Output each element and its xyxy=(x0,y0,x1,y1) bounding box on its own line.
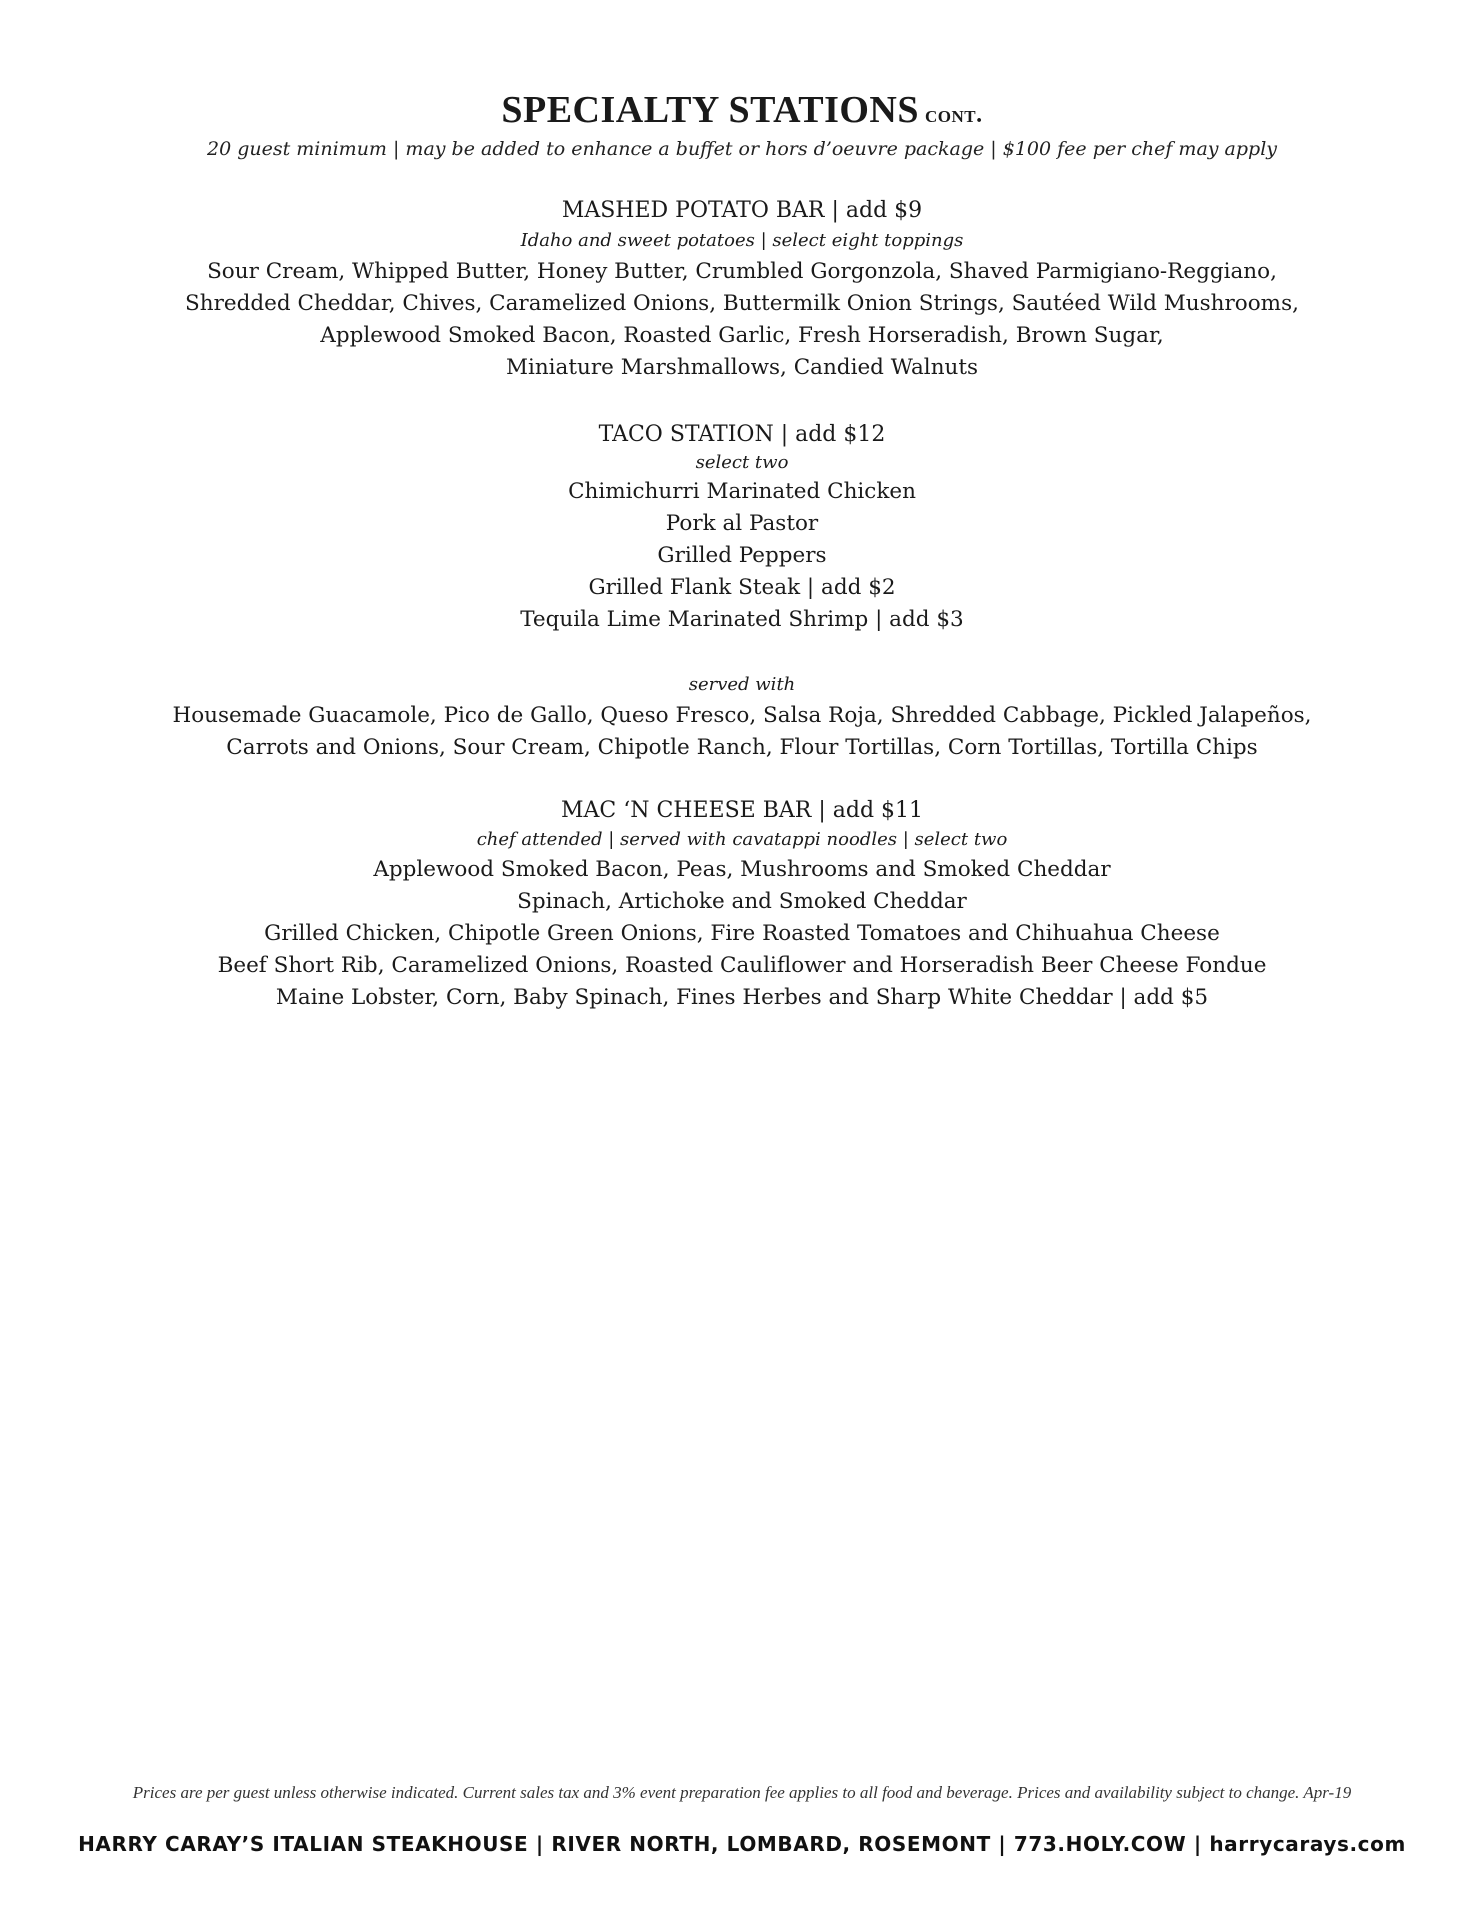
menu-line: Grilled Peppers xyxy=(657,543,827,568)
section-note: select two xyxy=(695,452,789,473)
mac-n-cheese-bar-section xyxy=(0,796,1484,1014)
menu-line: Applewood Smoked Bacon, Roasted Garlic, Fresh Horseradish, Brown Sugar, xyxy=(320,323,1164,348)
taco-served-with-section xyxy=(0,670,1484,764)
section-note: chef attended | served with cavatappi noodles | select two xyxy=(476,829,1008,850)
menu-line: Housemade Guacamole, Pico de Gallo, Queso Fresco, Salsa Roja, Shredded Cabbage, Pickled Jalapeños, xyxy=(172,703,1312,728)
page-title-text: SPECIALTY STATIONS xyxy=(501,89,920,131)
menu-line: Chimichurri Marinated Chicken xyxy=(568,479,916,504)
menu-line: Carrots and Onions, Sour Cream, Chipotle Ranch, Flour Tortillas, Corn Tortillas, Tortilla Chips xyxy=(226,735,1258,760)
menu-line: Applewood Smoked Bacon, Peas, Mushrooms and Smoked Cheddar xyxy=(373,857,1111,882)
menu-line: Shredded Cheddar, Chives, Caramelized Onions, Buttermilk Onion Strings, Sautéed Wild Mushrooms, xyxy=(185,291,1299,316)
page-title-suffix: cont. xyxy=(925,102,983,128)
section-note: Idaho and sweet potatoes | select eight toppings xyxy=(520,230,964,251)
menu-line: Pork al Pastor xyxy=(665,511,819,536)
menu-line: Grilled Chicken, Chipotle Green Onions, Fire Roasted Tomatoes and Chihuahua Cheese xyxy=(264,921,1220,946)
menu-line: Maine Lobster, Corn, Baby Spinach, Fines Herbes and Sharp White Cheddar | add $5 xyxy=(275,985,1209,1010)
menu-line: Miniature Marshmallows, Candied Walnuts xyxy=(505,355,979,380)
mashed-potato-bar-section xyxy=(0,196,1484,384)
section-heading: TACO STATION | add $12 xyxy=(598,422,886,447)
section-heading: MAC ‘N CHEESE BAR | add $11 xyxy=(560,798,924,823)
menu-line: Spinach, Artichoke and Smoked Cheddar xyxy=(517,889,967,914)
menu-line: Grilled Flank Steak | add $2 xyxy=(588,575,896,600)
page-title xyxy=(0,88,1484,132)
menu-line: Sour Cream, Whipped Butter, Honey Butter, Crumbled Gorgonzola, Shaved Parmigiano-Reggiano, xyxy=(207,259,1277,284)
restaurant-footer: HARRY CARAY’S ITALIAN STEAKHOUSE | RIVER NORTH, LOMBARD, ROSEMONT | 773.HOLY.COW | harrycarays.com xyxy=(78,1832,1406,1856)
section-note: served with xyxy=(688,674,796,695)
menu-line: Tequila Lime Marinated Shrimp | add $3 xyxy=(520,607,964,632)
menu-line: Beef Short Rib, Caramelized Onions, Roasted Cauliflower and Horseradish Beer Cheese Fondue xyxy=(217,953,1267,978)
section-heading: MASHED POTATO BAR | add $9 xyxy=(561,198,923,223)
taco-station-section xyxy=(0,420,1484,636)
pricing-disclaimer: Prices are per guest unless otherwise indicated. Current sales tax and 3% event preparation fee applies to all food and beverage. Prices and availability subject to change. Apr-19 xyxy=(132,1783,1352,1802)
page-subtitle: 20 guest minimum | may be added to enhance a buffet or hors d’oeuvre package | $100 fee per chef may apply xyxy=(206,138,1278,160)
